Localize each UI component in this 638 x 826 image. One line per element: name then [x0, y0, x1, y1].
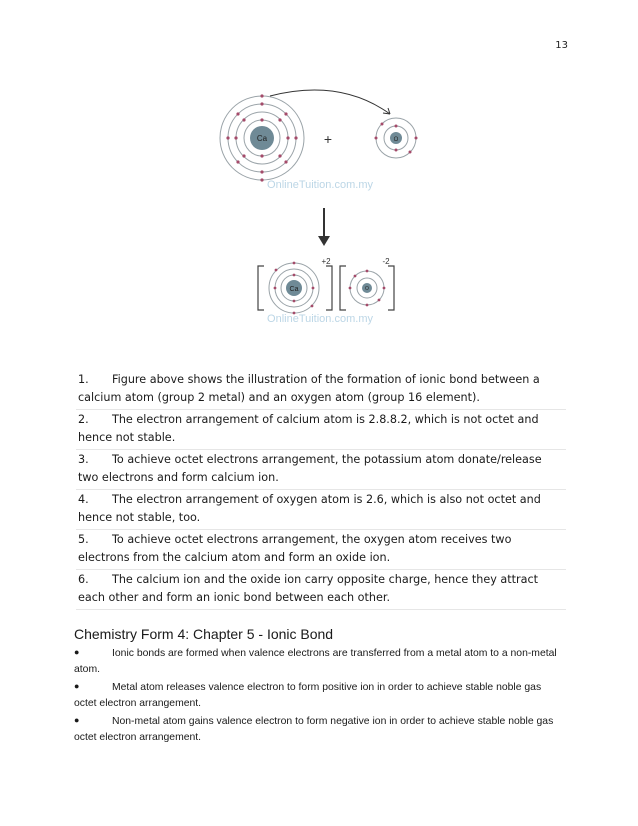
item-text: The calcium ion and the oxide ion carry opposite charge, hence they attract each other and form an ionic bond between each other.: [78, 573, 539, 604]
charge-ca: +2: [321, 257, 331, 266]
charge-o: -2: [382, 257, 390, 266]
list-item: [76, 370, 566, 410]
list-item: [76, 530, 566, 570]
oxide-ion: [340, 266, 394, 310]
list-item: [76, 410, 566, 450]
bullet-icon: ●: [74, 681, 80, 691]
bullet-item: [74, 712, 564, 746]
bullet-icon: ●: [74, 647, 80, 657]
item-number: 3.: [78, 453, 89, 466]
list-item: [76, 490, 566, 530]
watermark-bottom: OnlineTuition.com.my: [267, 313, 373, 325]
o-label-bottom: O: [365, 286, 369, 292]
list-item: [76, 570, 566, 610]
bullet-text: Ionic bonds are formed when valence electrons are transferred from a metal atom to a non-metal atom.: [74, 648, 557, 675]
o-label-top: O: [393, 137, 399, 143]
page-number: 13: [555, 40, 568, 51]
ca-label-top: Ca: [256, 134, 268, 143]
item-text: To achieve octet electrons arrangement, the oxygen atom receives two electrons from the calcium atom and form an oxide ion.: [78, 533, 512, 564]
calcium-atom: [220, 94, 304, 181]
ionic-bond-section: [74, 626, 564, 746]
bullet-text: Metal atom releases valence electron to form positive ion in order to achieve stable noble gas octet electron arrangement.: [74, 682, 542, 709]
item-text: To achieve octet electrons arrangement, the potassium atom donate/release two electrons and form calcium ion.: [78, 453, 542, 484]
item-number: 1.: [78, 373, 89, 386]
bullet-item: [74, 678, 564, 712]
item-number: 6.: [78, 573, 89, 586]
transfer-arrow: [270, 90, 390, 114]
item-text: The electron arrangement of calcium atom is 2.8.8.2, which is not octet and hence not stable.: [78, 413, 539, 444]
bullet-item: [74, 644, 564, 678]
item-number: 4.: [78, 493, 89, 506]
item-text: The electron arrangement of oxygen atom is 2.6, which is also not octet and hence not stable, too.: [78, 493, 541, 524]
section-title: Chemistry Form 4: Chapter 5 - Ionic Bond: [74, 626, 334, 642]
numbered-list: [76, 370, 566, 610]
oxygen-atom: [375, 118, 418, 158]
plus-sign: +: [323, 131, 333, 147]
ca-label-bottom: Ca: [289, 286, 299, 293]
item-text: Figure above shows the illustration of the formation of ionic bond between a calcium atom (group 2 metal) and an oxygen atom (group 16 element).: [78, 373, 540, 404]
item-number: 5.: [78, 533, 89, 546]
watermark-top: OnlineTuition.com.my: [267, 179, 373, 191]
list-item: [76, 450, 566, 490]
bullet-icon: ●: [74, 715, 80, 725]
calcium-ion: [258, 262, 332, 315]
item-number: 2.: [78, 413, 89, 426]
ionic-bond-figure: [200, 84, 430, 334]
bullet-text: Non-metal atom gains valence electron to form negative ion in order to achieve stable noble gas octet electron arrangement.: [74, 716, 554, 743]
